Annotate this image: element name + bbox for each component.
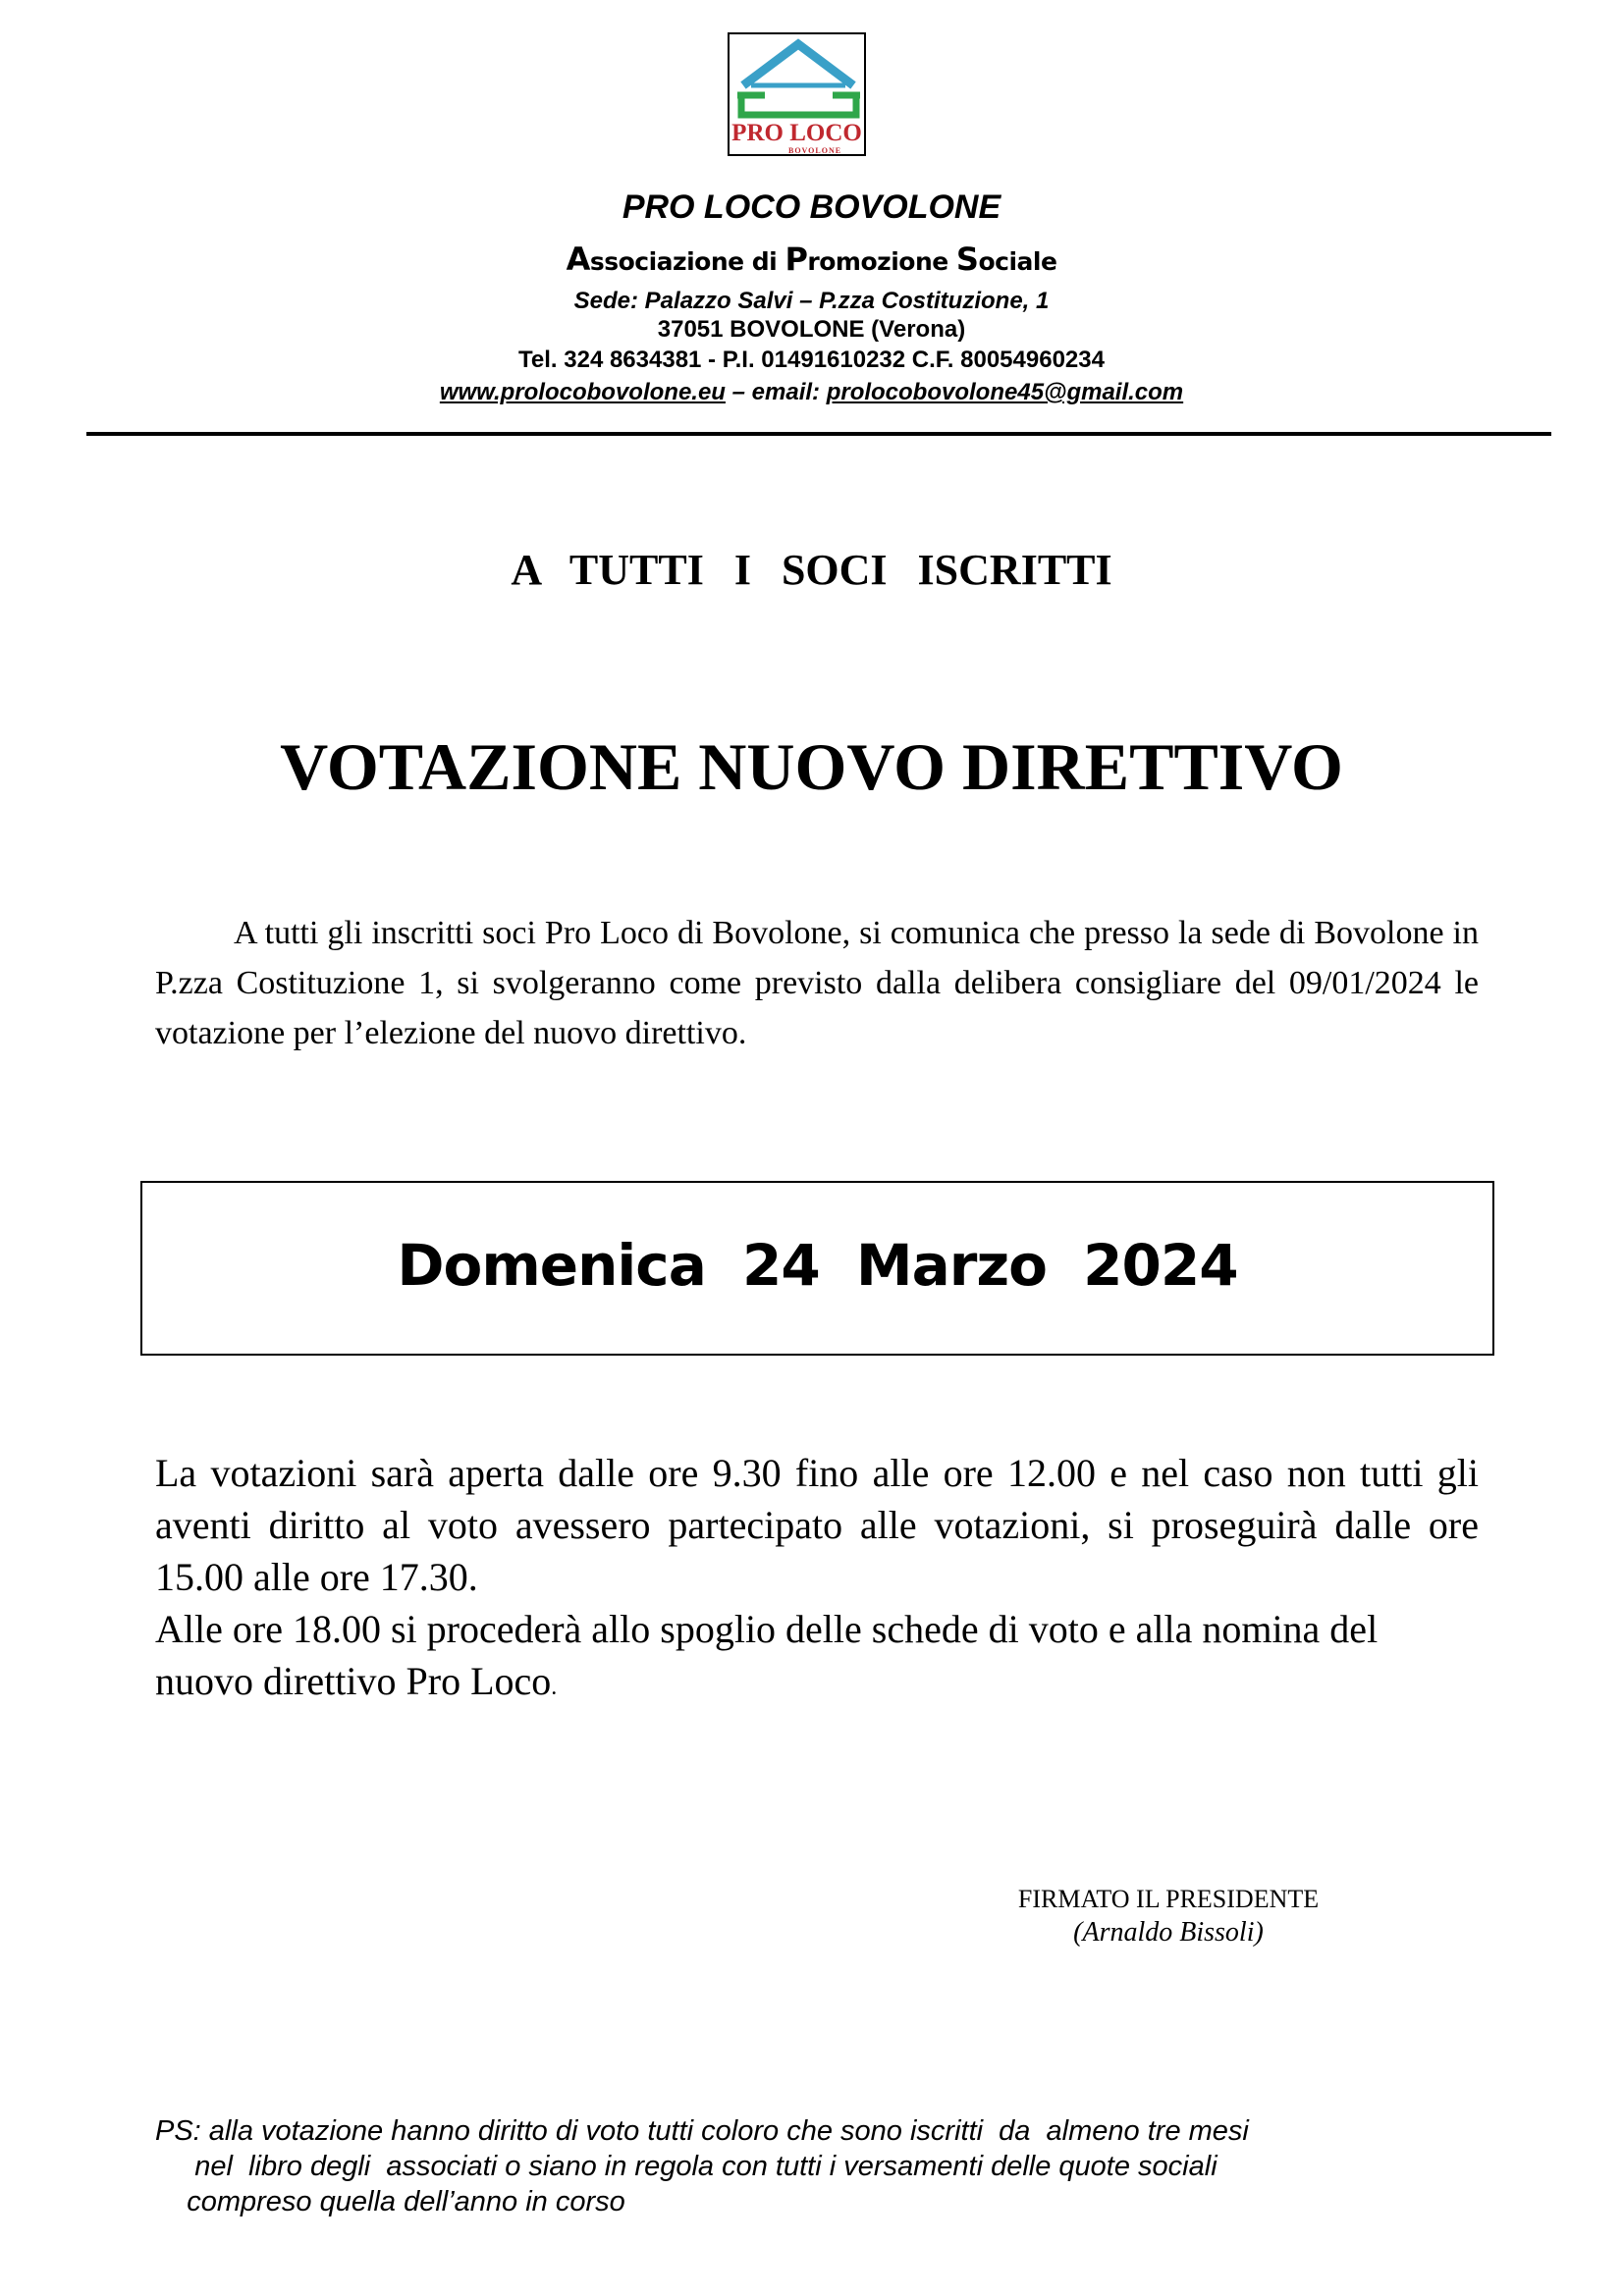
website-link[interactable]: www.prolocobovolone.eu (439, 379, 726, 405)
logo-subtext: BOVOLONE (788, 146, 842, 155)
organization-type (0, 240, 1623, 278)
pro-loco-logo (728, 32, 866, 156)
date-box (140, 1181, 1494, 1356)
header-divider (86, 432, 1551, 436)
postscript-line-1: PS: alla votazione hanno diritto di voto tutti coloro che sono iscritti da almeno tre mesi (155, 2115, 1249, 2147)
email-label: – email: (725, 379, 827, 405)
org-type-part-3: ociale (978, 247, 1057, 276)
schedule-hours: La votazioni sarà aperta dalle ore 9.30 fino alle ore 12.00 e nel caso non tutti gli aventi diritto al voto avessero partecipato alle votazioni, si proseguirà dalle ore 15.00 alle ore 17.30. (155, 1451, 1479, 1599)
org-type-part-2: romozione (807, 247, 956, 276)
schedule-count-text: Alle ore 18.00 si procederà allo spoglio delle schede di voto e alla nomina del nuovo direttivo Pro Loco (155, 1607, 1379, 1703)
email-link[interactable]: prolocobovolone45@gmail.com (826, 379, 1184, 405)
postscript-line-2: nel libro degli associati o siano in regola con tutti i versamenti delle quote sociali (155, 2151, 1217, 2182)
signature-name: (Arnaldo Bissoli) (1073, 1917, 1264, 1948)
document-title: VOTAZIONE NUOVO DIRETTIVO (280, 729, 1343, 804)
schedule-paragraph (155, 1447, 1479, 1714)
org-type-letter-s: S (955, 240, 979, 278)
signature-label: FIRMATO IL PRESIDENTE (1017, 1885, 1320, 1913)
election-date: Domenica 24 Marzo 2024 (397, 1232, 1238, 1299)
organization-name: PRO LOCO BOVOLONE (622, 188, 1001, 226)
org-type-letter-p: P (784, 240, 808, 278)
contact-line: Tel. 324 8634381 - P.I. 01491610232 C.F. 80054960234 (518, 347, 1105, 373)
postscript (155, 2113, 1249, 2219)
signature-block (982, 1883, 1355, 1949)
logo-text: PRO LOCO (731, 120, 862, 146)
schedule-period: . (551, 1675, 558, 1700)
intro-paragraph: A tutti gli inscritti soci Pro Loco di Bovolone, si comunica che presso la sede di Bovolone in P.zza Costituzione 1, si svolgeranno come previsto dalla delibera consigliare del 09/01/2024 le votazione per l’elezione del nuovo direttivo. (155, 915, 1479, 1051)
recipients-heading: A TUTTI I SOCI ISCRITTI (511, 546, 1112, 594)
headquarters-address: Sede: Palazzo Salvi – P.zza Costituzione, 1 (573, 288, 1050, 314)
city-line: 37051 BOVOLONE (Verona) (657, 316, 966, 343)
web-line (0, 379, 1623, 406)
postscript-line-3: compreso quella dell’anno in corso (155, 2186, 625, 2217)
org-type-part-1: ssociazione di (589, 247, 785, 276)
schedule-count (155, 1603, 1479, 1714)
org-type-letter-a: A (566, 240, 590, 278)
